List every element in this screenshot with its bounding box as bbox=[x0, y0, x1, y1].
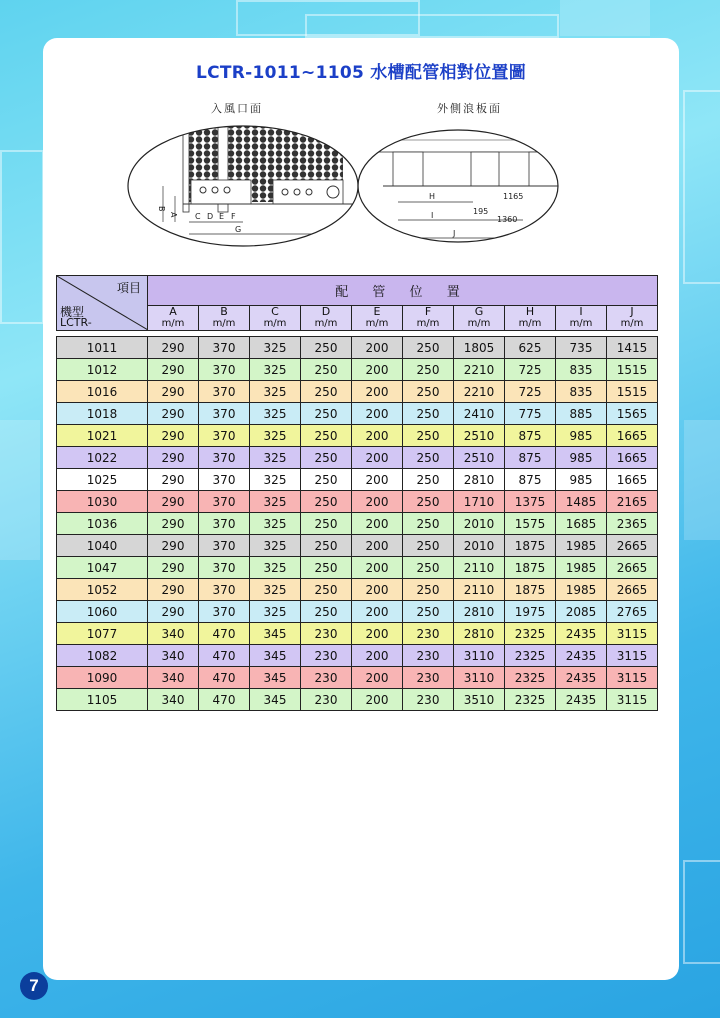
value-cell: 290 bbox=[148, 557, 199, 579]
value-cell: 325 bbox=[250, 425, 301, 447]
value-cell: 985 bbox=[556, 469, 607, 491]
value-cell: 200 bbox=[352, 337, 403, 359]
value-cell: 370 bbox=[199, 359, 250, 381]
model-cell: 1018 bbox=[57, 403, 148, 425]
table-row bbox=[57, 447, 658, 469]
value-cell: 250 bbox=[403, 491, 454, 513]
column-unit: m/m bbox=[148, 318, 199, 331]
value-cell: 345 bbox=[250, 667, 301, 689]
value-cell: 200 bbox=[352, 425, 403, 447]
value-cell: 2165 bbox=[607, 491, 658, 513]
value-cell: 230 bbox=[403, 645, 454, 667]
content-card bbox=[43, 38, 679, 980]
value-cell: 290 bbox=[148, 337, 199, 359]
value-cell: 2435 bbox=[556, 623, 607, 645]
value-cell: 250 bbox=[301, 447, 352, 469]
value-cell: 1515 bbox=[607, 359, 658, 381]
model-cell: 1016 bbox=[57, 381, 148, 403]
column-header-d: D bbox=[301, 305, 352, 318]
value-cell: 1565 bbox=[607, 403, 658, 425]
value-cell: 200 bbox=[352, 491, 403, 513]
table-row bbox=[57, 689, 658, 711]
value-cell: 1485 bbox=[556, 491, 607, 513]
value-cell: 290 bbox=[148, 381, 199, 403]
column-unit: m/m bbox=[352, 318, 403, 331]
value-cell: 775 bbox=[505, 403, 556, 425]
dim-label-c: C bbox=[195, 212, 201, 221]
table-row bbox=[57, 403, 658, 425]
inlet-side-diagram bbox=[123, 122, 363, 250]
value-cell: 325 bbox=[250, 359, 301, 381]
value-cell: 250 bbox=[301, 469, 352, 491]
table-row bbox=[57, 579, 658, 601]
value-cell: 1665 bbox=[607, 447, 658, 469]
background-frame bbox=[0, 150, 44, 324]
dim-label-e: E bbox=[219, 212, 225, 221]
table-corner-header bbox=[57, 276, 148, 331]
value-cell: 875 bbox=[505, 425, 556, 447]
model-cell: 1012 bbox=[57, 359, 148, 381]
value-cell: 1985 bbox=[556, 579, 607, 601]
value-cell: 200 bbox=[352, 469, 403, 491]
value-cell: 230 bbox=[301, 623, 352, 645]
value-cell: 370 bbox=[199, 535, 250, 557]
value-cell: 2325 bbox=[505, 623, 556, 645]
value-cell: 370 bbox=[199, 513, 250, 535]
value-cell: 370 bbox=[199, 579, 250, 601]
column-header-g: G bbox=[454, 305, 505, 318]
background-frame bbox=[683, 90, 720, 284]
value-cell: 1875 bbox=[505, 579, 556, 601]
corner-series-label: LCTR- bbox=[60, 316, 92, 329]
model-cell: 1022 bbox=[57, 447, 148, 469]
value-cell: 2210 bbox=[454, 381, 505, 403]
value-cell: 1665 bbox=[607, 469, 658, 491]
value-cell: 2325 bbox=[505, 667, 556, 689]
value-cell: 2365 bbox=[607, 513, 658, 535]
background-block bbox=[560, 0, 650, 36]
value-cell: 250 bbox=[301, 381, 352, 403]
model-cell: 1040 bbox=[57, 535, 148, 557]
model-cell: 1052 bbox=[57, 579, 148, 601]
value-cell: 250 bbox=[301, 579, 352, 601]
value-cell: 370 bbox=[199, 337, 250, 359]
value-cell: 325 bbox=[250, 491, 301, 513]
value-cell: 835 bbox=[556, 381, 607, 403]
value-cell: 340 bbox=[148, 645, 199, 667]
table-row bbox=[57, 601, 658, 623]
dim-label-1165: 1165 bbox=[503, 192, 524, 201]
value-cell: 875 bbox=[505, 447, 556, 469]
value-cell: 200 bbox=[352, 403, 403, 425]
value-cell: 340 bbox=[148, 689, 199, 711]
column-unit: m/m bbox=[250, 318, 301, 331]
value-cell: 725 bbox=[505, 381, 556, 403]
value-cell: 345 bbox=[250, 689, 301, 711]
background-block bbox=[0, 420, 40, 560]
value-cell: 200 bbox=[352, 689, 403, 711]
value-cell: 1975 bbox=[505, 601, 556, 623]
value-cell: 2435 bbox=[556, 645, 607, 667]
value-cell: 250 bbox=[403, 381, 454, 403]
value-cell: 1875 bbox=[505, 535, 556, 557]
value-cell: 325 bbox=[250, 557, 301, 579]
value-cell: 2810 bbox=[454, 601, 505, 623]
outer-panel-diagram bbox=[353, 126, 563, 246]
value-cell: 2665 bbox=[607, 557, 658, 579]
value-cell: 250 bbox=[403, 535, 454, 557]
value-cell: 2435 bbox=[556, 667, 607, 689]
value-cell: 1875 bbox=[505, 557, 556, 579]
table-row bbox=[57, 645, 658, 667]
value-cell: 1575 bbox=[505, 513, 556, 535]
table-row bbox=[57, 359, 658, 381]
value-cell: 200 bbox=[352, 535, 403, 557]
value-cell: 2410 bbox=[454, 403, 505, 425]
value-cell: 250 bbox=[403, 403, 454, 425]
value-cell: 250 bbox=[403, 601, 454, 623]
dim-label-g: G bbox=[235, 225, 242, 234]
value-cell: 3510 bbox=[454, 689, 505, 711]
value-cell: 250 bbox=[403, 447, 454, 469]
value-cell: 200 bbox=[352, 359, 403, 381]
value-cell: 290 bbox=[148, 513, 199, 535]
value-cell: 340 bbox=[148, 667, 199, 689]
value-cell: 250 bbox=[403, 557, 454, 579]
value-cell: 3110 bbox=[454, 645, 505, 667]
model-cell: 1060 bbox=[57, 601, 148, 623]
value-cell: 290 bbox=[148, 447, 199, 469]
value-cell: 370 bbox=[199, 469, 250, 491]
value-cell: 470 bbox=[199, 645, 250, 667]
model-cell: 1090 bbox=[57, 667, 148, 689]
value-cell: 200 bbox=[352, 667, 403, 689]
value-cell: 2325 bbox=[505, 645, 556, 667]
value-cell: 250 bbox=[403, 579, 454, 601]
table-row bbox=[57, 469, 658, 491]
value-cell: 470 bbox=[199, 667, 250, 689]
value-cell: 250 bbox=[403, 425, 454, 447]
model-cell: 1077 bbox=[57, 623, 148, 645]
value-cell: 735 bbox=[556, 337, 607, 359]
corner-model-label: 機型 bbox=[60, 305, 85, 319]
value-cell: 2665 bbox=[607, 579, 658, 601]
value-cell: 200 bbox=[352, 623, 403, 645]
value-cell: 200 bbox=[352, 557, 403, 579]
background-block bbox=[684, 420, 720, 540]
model-cell: 1021 bbox=[57, 425, 148, 447]
value-cell: 250 bbox=[301, 601, 352, 623]
column-header-j: J bbox=[607, 305, 658, 318]
value-cell: 325 bbox=[250, 579, 301, 601]
dim-label-j: J bbox=[453, 229, 456, 238]
dim-label-f: F bbox=[231, 212, 236, 221]
value-cell: 470 bbox=[199, 623, 250, 645]
value-cell: 470 bbox=[199, 689, 250, 711]
value-cell: 985 bbox=[556, 447, 607, 469]
value-cell: 3115 bbox=[607, 689, 658, 711]
value-cell: 2325 bbox=[505, 689, 556, 711]
value-cell: 250 bbox=[301, 359, 352, 381]
group-header: 配 管 位 置 bbox=[148, 276, 658, 306]
model-cell: 1047 bbox=[57, 557, 148, 579]
value-cell: 325 bbox=[250, 469, 301, 491]
value-cell: 340 bbox=[148, 623, 199, 645]
model-cell: 1082 bbox=[57, 645, 148, 667]
value-cell: 2665 bbox=[607, 535, 658, 557]
column-header-b: B bbox=[199, 305, 250, 318]
column-header-f: F bbox=[403, 305, 454, 318]
value-cell: 370 bbox=[199, 491, 250, 513]
value-cell: 200 bbox=[352, 447, 403, 469]
value-cell: 3115 bbox=[607, 667, 658, 689]
table-row bbox=[57, 623, 658, 645]
value-cell: 325 bbox=[250, 513, 301, 535]
dim-label-i: I bbox=[431, 211, 434, 220]
dim-label-195: 195 bbox=[473, 207, 489, 216]
column-header-e: E bbox=[352, 305, 403, 318]
page-number-badge: 7 bbox=[20, 972, 48, 1000]
column-unit: m/m bbox=[556, 318, 607, 331]
value-cell: 370 bbox=[199, 447, 250, 469]
column-header-c: C bbox=[250, 305, 301, 318]
value-cell: 2110 bbox=[454, 557, 505, 579]
table-row bbox=[57, 381, 658, 403]
model-cell: 1105 bbox=[57, 689, 148, 711]
value-cell: 200 bbox=[352, 513, 403, 535]
dim-label-b: B bbox=[157, 206, 166, 212]
value-cell: 250 bbox=[301, 337, 352, 359]
value-cell: 325 bbox=[250, 447, 301, 469]
value-cell: 625 bbox=[505, 337, 556, 359]
value-cell: 290 bbox=[148, 579, 199, 601]
value-cell: 1515 bbox=[607, 381, 658, 403]
value-cell: 885 bbox=[556, 403, 607, 425]
value-cell: 250 bbox=[403, 337, 454, 359]
value-cell: 2510 bbox=[454, 447, 505, 469]
value-cell: 1665 bbox=[607, 425, 658, 447]
dim-label-a: A bbox=[169, 212, 178, 218]
right-diagram-caption: 外側浪板面 bbox=[437, 102, 502, 115]
column-header-h: H bbox=[505, 305, 556, 318]
value-cell: 2765 bbox=[607, 601, 658, 623]
column-unit: m/m bbox=[505, 318, 556, 331]
value-cell: 875 bbox=[505, 469, 556, 491]
value-cell: 1415 bbox=[607, 337, 658, 359]
column-unit: m/m bbox=[199, 318, 250, 331]
value-cell: 1375 bbox=[505, 491, 556, 513]
value-cell: 370 bbox=[199, 601, 250, 623]
value-cell: 325 bbox=[250, 535, 301, 557]
value-cell: 3115 bbox=[607, 623, 658, 645]
value-cell: 250 bbox=[403, 513, 454, 535]
value-cell: 250 bbox=[301, 403, 352, 425]
value-cell: 985 bbox=[556, 425, 607, 447]
table-row bbox=[57, 425, 658, 447]
value-cell: 200 bbox=[352, 601, 403, 623]
value-cell: 230 bbox=[403, 667, 454, 689]
table-row bbox=[57, 491, 658, 513]
value-cell: 2010 bbox=[454, 535, 505, 557]
model-cell: 1036 bbox=[57, 513, 148, 535]
column-unit: m/m bbox=[607, 318, 658, 331]
value-cell: 325 bbox=[250, 403, 301, 425]
value-cell: 290 bbox=[148, 535, 199, 557]
page-title: LCTR-1011~1105 水槽配管相對位置圖 bbox=[195, 63, 527, 83]
dim-label-1360: 1360 bbox=[497, 215, 518, 224]
table-row bbox=[57, 337, 658, 359]
value-cell: 835 bbox=[556, 359, 607, 381]
value-cell: 250 bbox=[301, 557, 352, 579]
value-cell: 230 bbox=[403, 623, 454, 645]
value-cell: 250 bbox=[403, 359, 454, 381]
piping-position-table bbox=[56, 275, 658, 711]
value-cell: 230 bbox=[301, 645, 352, 667]
value-cell: 200 bbox=[352, 381, 403, 403]
value-cell: 370 bbox=[199, 557, 250, 579]
value-cell: 325 bbox=[250, 381, 301, 403]
column-header-a: A bbox=[148, 305, 199, 318]
value-cell: 200 bbox=[352, 579, 403, 601]
value-cell: 325 bbox=[250, 337, 301, 359]
value-cell: 1985 bbox=[556, 535, 607, 557]
left-diagram-caption: 入風口面 bbox=[211, 102, 263, 115]
value-cell: 3110 bbox=[454, 667, 505, 689]
value-cell: 230 bbox=[403, 689, 454, 711]
value-cell: 290 bbox=[148, 359, 199, 381]
value-cell: 250 bbox=[301, 491, 352, 513]
value-cell: 345 bbox=[250, 623, 301, 645]
value-cell: 1985 bbox=[556, 557, 607, 579]
table-row bbox=[57, 513, 658, 535]
value-cell: 2010 bbox=[454, 513, 505, 535]
value-cell: 2510 bbox=[454, 425, 505, 447]
value-cell: 1685 bbox=[556, 513, 607, 535]
table-row bbox=[57, 667, 658, 689]
value-cell: 3115 bbox=[607, 645, 658, 667]
table-row bbox=[57, 557, 658, 579]
value-cell: 370 bbox=[199, 425, 250, 447]
value-cell: 250 bbox=[301, 535, 352, 557]
value-cell: 1805 bbox=[454, 337, 505, 359]
model-cell: 1011 bbox=[57, 337, 148, 359]
table-row bbox=[57, 535, 658, 557]
value-cell: 2085 bbox=[556, 601, 607, 623]
value-cell: 290 bbox=[148, 403, 199, 425]
column-unit: m/m bbox=[454, 318, 505, 331]
column-unit: m/m bbox=[301, 318, 352, 331]
value-cell: 1710 bbox=[454, 491, 505, 513]
background-frame bbox=[683, 860, 720, 964]
model-cell: 1030 bbox=[57, 491, 148, 513]
value-cell: 290 bbox=[148, 469, 199, 491]
column-header-i: I bbox=[556, 305, 607, 318]
dim-label-h: H bbox=[429, 192, 436, 201]
value-cell: 370 bbox=[199, 403, 250, 425]
dim-label-d: D bbox=[207, 212, 214, 221]
value-cell: 200 bbox=[352, 645, 403, 667]
value-cell: 250 bbox=[403, 469, 454, 491]
value-cell: 725 bbox=[505, 359, 556, 381]
value-cell: 250 bbox=[301, 425, 352, 447]
value-cell: 2110 bbox=[454, 579, 505, 601]
value-cell: 2810 bbox=[454, 623, 505, 645]
background-frame bbox=[305, 14, 559, 38]
value-cell: 230 bbox=[301, 667, 352, 689]
corner-item-label: 項目 bbox=[116, 281, 141, 295]
value-cell: 290 bbox=[148, 491, 199, 513]
value-cell: 2210 bbox=[454, 359, 505, 381]
model-cell: 1025 bbox=[57, 469, 148, 491]
value-cell: 2435 bbox=[556, 689, 607, 711]
value-cell: 345 bbox=[250, 645, 301, 667]
value-cell: 2810 bbox=[454, 469, 505, 491]
value-cell: 250 bbox=[301, 513, 352, 535]
column-unit: m/m bbox=[403, 318, 454, 331]
value-cell: 230 bbox=[301, 689, 352, 711]
value-cell: 290 bbox=[148, 601, 199, 623]
value-cell: 370 bbox=[199, 381, 250, 403]
value-cell: 325 bbox=[250, 601, 301, 623]
value-cell: 290 bbox=[148, 425, 199, 447]
